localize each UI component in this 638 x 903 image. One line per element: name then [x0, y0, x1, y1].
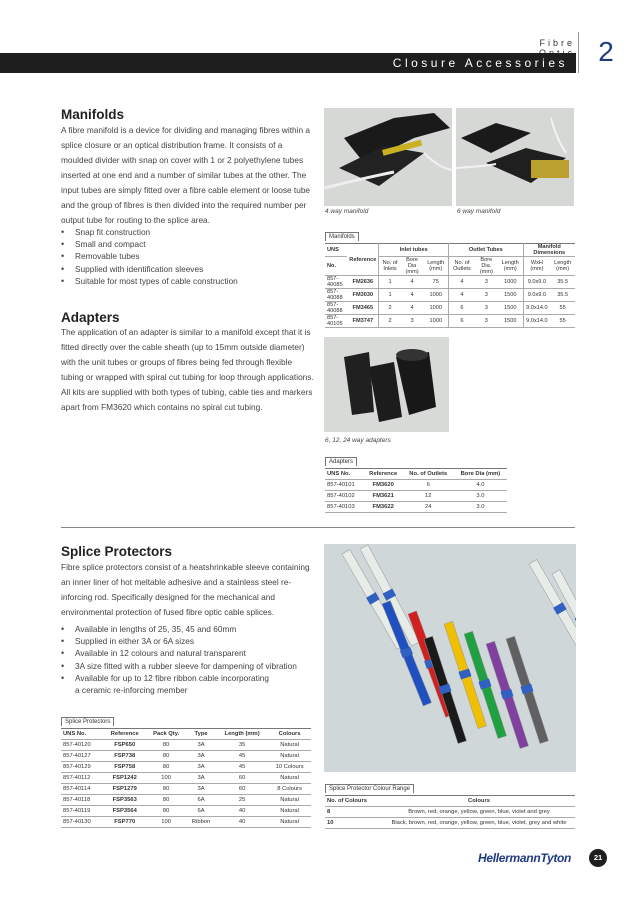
table-cell: 60 — [216, 773, 268, 784]
table-cell: Brown, red, orange, yellow, green, blue, violet and grey — [383, 807, 575, 818]
table-cell: 3.0 — [454, 502, 507, 513]
table-row — [61, 740, 311, 751]
table-cell: 3 — [475, 276, 498, 289]
header-section: Closure Accessories — [392, 56, 568, 70]
th-reference: Reference — [347, 244, 379, 276]
bullet-item: • Small and compact — [61, 238, 313, 250]
bullet-item: • 3A size fitted with a rubber sleeve for dampening of vibration — [61, 660, 321, 672]
table-row — [325, 818, 575, 829]
table-cell: 55 — [550, 302, 575, 315]
bullet-item: • Available in 12 colours and natural transparent — [61, 647, 321, 659]
table-cell: 857-40129 — [61, 762, 103, 773]
splice-bullets — [61, 623, 321, 696]
table-row — [61, 817, 311, 828]
table-cell: 9.0x14.0 — [523, 302, 550, 315]
table-cell: 1000 — [498, 276, 523, 289]
table-cell: 1 — [379, 276, 401, 289]
table-row — [61, 795, 311, 806]
bullet-item: • Available in lengths of 25, 35, 45 and 60mm — [61, 623, 321, 635]
table-cell: Natural — [268, 806, 311, 817]
table-cell: 80 — [146, 784, 186, 795]
table-cell: 12 — [403, 491, 454, 502]
manifolds-title: Manifolds — [61, 107, 124, 122]
caption-6-way: 6 way manifold — [457, 208, 501, 215]
table-cell: FSP1279 — [103, 784, 146, 795]
table-cell: 4 — [449, 289, 475, 302]
table-cell: FM3747 — [347, 315, 379, 328]
table-cell: FSP650 — [103, 740, 146, 751]
th-sub: Length (mm) — [550, 257, 575, 276]
table-cell: 60 — [216, 784, 268, 795]
table-cell: 2 — [379, 315, 401, 328]
table-cell: 857-40105 — [325, 315, 347, 328]
table-cell: 6 — [449, 302, 475, 315]
brand-logo: HellermannTyton — [478, 851, 572, 865]
table-cell: 35 — [216, 740, 268, 751]
table-cell: 45 — [216, 762, 268, 773]
page-number: 21 — [589, 849, 607, 867]
th-sub: Bore Dia. (mm) — [475, 257, 498, 276]
header-bar — [0, 53, 576, 73]
section-divider — [61, 527, 575, 528]
table-cell: 857-40102 — [325, 491, 364, 502]
table-row — [325, 502, 507, 513]
table-row — [325, 276, 575, 289]
table-cell: 3 — [475, 302, 498, 315]
table-row — [61, 784, 311, 795]
table-row — [61, 762, 311, 773]
adapters-table-block — [325, 450, 507, 513]
table-cell: FSP3563 — [103, 795, 146, 806]
table-cell: 75 — [423, 276, 448, 289]
table-cell: 80 — [146, 795, 186, 806]
manifolds-paragraph: A fibre manifold is a device for dividing and managing fibres within a splice closure or an optical distribution frame. It consists of a moulded divider with snap on cover with 1 or 2 polyethylene tubes inserted at one end and a number of similar tubes at the other. The input tubes are simply fitted over a fibre cable element or loose tube and the group of fibres is then divided into the required number per output tube for routing to the splice area. — [61, 125, 311, 225]
th-cell: Reference — [364, 469, 403, 480]
table-cell: FSP3564 — [103, 806, 146, 817]
table-cell: 80 — [146, 751, 186, 762]
table-cell: 10 Colours — [268, 762, 311, 773]
table-cell: 857-40118 — [61, 795, 103, 806]
table-cell: 10 — [325, 818, 383, 829]
table-cell: 8 Colours — [268, 784, 311, 795]
table-row — [325, 491, 507, 502]
th-cell: Length (mm) — [216, 729, 268, 740]
table-cell: 1500 — [498, 289, 523, 302]
bullet-item: • Supplied in either 3A or 6A sizes — [61, 635, 321, 647]
table-cell: 8 — [325, 807, 383, 818]
table-row — [61, 773, 311, 784]
table-cell: 24 — [403, 502, 454, 513]
table-cell: 857-40112 — [61, 773, 103, 784]
table-cell: 4 — [401, 276, 424, 289]
table-cell: 40 — [216, 817, 268, 828]
table-cell: 857-40120 — [61, 740, 103, 751]
th-cell: No. of Colours — [325, 796, 383, 807]
table-row — [325, 807, 575, 818]
th-sub: No. of Outlets — [449, 257, 475, 276]
table-cell: 55 — [550, 315, 575, 328]
table-cell: 857-40101 — [325, 480, 364, 491]
photo-6-way-manifold — [456, 108, 574, 206]
table-cell: 3 — [401, 315, 424, 328]
table-cell: Natural — [268, 751, 311, 762]
manifolds-table — [325, 243, 575, 328]
table-cell: FSP758 — [103, 762, 146, 773]
table-cell: 6A — [186, 795, 216, 806]
bullet-item: • Supplied with identification sleeves — [61, 263, 313, 275]
th-inlet: Inlet tubes — [379, 244, 449, 257]
table-cell: Natural — [268, 740, 311, 751]
table-cell: 4 — [449, 276, 475, 289]
table-cell: 80 — [146, 740, 186, 751]
table-cell: FM3620 — [364, 480, 403, 491]
table-cell: 100 — [146, 817, 186, 828]
table-cell: 35.5 — [550, 289, 575, 302]
colour-table-block — [325, 777, 575, 829]
table-cell: Ribbon — [186, 817, 216, 828]
photo-splice-protectors — [324, 544, 576, 772]
table-row — [325, 302, 575, 315]
table-cell: 1500 — [498, 315, 523, 328]
table-cell: 857-40130 — [61, 817, 103, 828]
th-sub: Length (mm) — [498, 257, 523, 276]
table-cell: 6 — [449, 315, 475, 328]
photo-4-way-manifold — [324, 108, 452, 206]
table-cell: 1000 — [423, 289, 448, 302]
table-cell: 3.0 — [454, 491, 507, 502]
table-cell: 3A — [186, 784, 216, 795]
bullet-item: • Available for up to 12 fibre ribbon cable incorporating — [61, 672, 321, 684]
th-dims: Manifold Dimensions — [523, 244, 575, 257]
th-cell: Pack Qty. — [146, 729, 186, 740]
table-cell: 4 — [401, 302, 424, 315]
adapters-title: Adapters — [61, 310, 120, 325]
table-cell: 6 — [403, 480, 454, 491]
th-cell: Colours — [268, 729, 311, 740]
table-row — [325, 315, 575, 328]
table-cell: 9.0x9.0 — [523, 276, 550, 289]
table-cell: 4.0 — [454, 480, 507, 491]
th-outlet: Outlet Tubes — [449, 244, 523, 257]
table-cell: 100 — [146, 773, 186, 784]
table-cell: 3 — [475, 315, 498, 328]
caption-4-way: 4 way manifold — [325, 208, 369, 215]
table-cell: 6A — [186, 806, 216, 817]
splice-table-block — [61, 710, 311, 828]
table-row — [325, 289, 575, 302]
bullet-continuation: a ceramic re-inforcing member — [75, 685, 188, 696]
table-cell: 3A — [186, 762, 216, 773]
table-cell: 40 — [216, 806, 268, 817]
bullet-item: • Snap fit construction — [61, 226, 313, 238]
th-cell: Bore Dia (mm) — [454, 469, 507, 480]
th-uns: UNS — [325, 244, 347, 257]
table-cell: 1500 — [498, 302, 523, 315]
table-cell: 2 — [379, 302, 401, 315]
table-cell: 3A — [186, 740, 216, 751]
table-row — [325, 480, 507, 491]
th-sub: Bore Dia (mm) — [401, 257, 424, 276]
table-cell: 857-40114 — [61, 784, 103, 795]
manifolds-bullets — [61, 226, 313, 287]
table-cell: FM3465 — [347, 302, 379, 315]
table-cell: 3 — [475, 289, 498, 302]
bullet-item: • Removable tubes — [61, 250, 313, 262]
table-cell: 4 — [401, 289, 424, 302]
header-series: Fibre — [539, 38, 575, 48]
table-cell: 9.0x9.0 — [523, 289, 550, 302]
caption-adapters: 6, 12, 24 way adapters — [325, 437, 391, 444]
table-cell: 857-40127 — [61, 751, 103, 762]
table-cell: 857-40085 — [325, 276, 347, 289]
adapters-table — [325, 468, 507, 513]
th-cell: Reference — [103, 729, 146, 740]
table-cell: FM3030 — [347, 289, 379, 302]
table-cell: FSP770 — [103, 817, 146, 828]
table-cell: 1 — [379, 289, 401, 302]
colour-table-label: Splice Protector Colour Range — [325, 784, 414, 793]
table-cell: 1000 — [423, 315, 448, 328]
splice-table — [61, 728, 311, 828]
table-cell: 857-40088 — [325, 289, 347, 302]
manifolds-table-block — [325, 225, 575, 328]
table-cell: 9.0x14.0 — [523, 315, 550, 328]
table-cell: 35.5 — [550, 276, 575, 289]
table-cell: Natural — [268, 795, 311, 806]
photo-adapters — [324, 337, 449, 432]
chapter-number: 2 — [598, 36, 614, 67]
adapters-table-label: Adapters — [325, 457, 357, 466]
table-cell: FSP1242 — [103, 773, 146, 784]
table-cell: 3A — [186, 773, 216, 784]
table-cell: 25 — [216, 795, 268, 806]
manifolds-table-label: Manifolds — [325, 232, 359, 241]
th-sub: No. of Inlets — [379, 257, 401, 276]
table-cell: 857-40119 — [61, 806, 103, 817]
table-cell: 3A — [186, 751, 216, 762]
th-cell: Type — [186, 729, 216, 740]
splice-title: Splice Protectors — [61, 544, 173, 559]
table-cell: FM2636 — [347, 276, 379, 289]
bullet-item: • Suitable for most types of cable construction — [61, 275, 313, 287]
table-cell: Natural — [268, 817, 311, 828]
table-cell: 857-40103 — [325, 502, 364, 513]
table-cell: FSP738 — [103, 751, 146, 762]
adapters-paragraph: The application of an adapter is similar to a manifold except that it is fitted directly over the cable sheath (up to 15mm outside diameter) with the unit tubes or groups of fibres being fed through flexible tubing or wrapped with spiral cut tubing for loop through applications. All kits are supplied with both types of tubing, cable ties and markers apart from FM3620 which contains no spiral cut tubing. — [61, 327, 314, 412]
th-sub: WxH (mm) — [523, 257, 550, 276]
splice-table-label: Splice Protectors — [61, 717, 114, 726]
th-cell: No. of Outlets — [403, 469, 454, 480]
table-row — [61, 806, 311, 817]
th-cell: UNS No. — [325, 469, 364, 480]
table-cell: FM3622 — [364, 502, 403, 513]
th-cell: Colours — [383, 796, 575, 807]
splice-paragraph: Fibre splice protectors consist of a heatshrinkable sleeve containing an inner liner of hot meltable adhesive and a stainless steel re-inforcing rod. Specifically designed for the mechanical and environmental protection of fused fibre optic cable splices. — [61, 562, 310, 617]
table-cell: 45 — [216, 751, 268, 762]
th-no: No. — [325, 257, 347, 276]
table-cell: 80 — [146, 806, 186, 817]
table-cell: 80 — [146, 762, 186, 773]
table-cell: 1000 — [423, 302, 448, 315]
table-cell: 857-40088 — [325, 302, 347, 315]
table-cell: Black, brown, red, orange, yellow, green, blue, violet, grey and white — [383, 818, 575, 829]
colour-table — [325, 795, 575, 829]
table-cell: Natural — [268, 773, 311, 784]
table-row — [61, 751, 311, 762]
th-sub: Length (mm) — [423, 257, 448, 276]
th-cell: UNS No. — [61, 729, 103, 740]
table-cell: FM3621 — [364, 491, 403, 502]
